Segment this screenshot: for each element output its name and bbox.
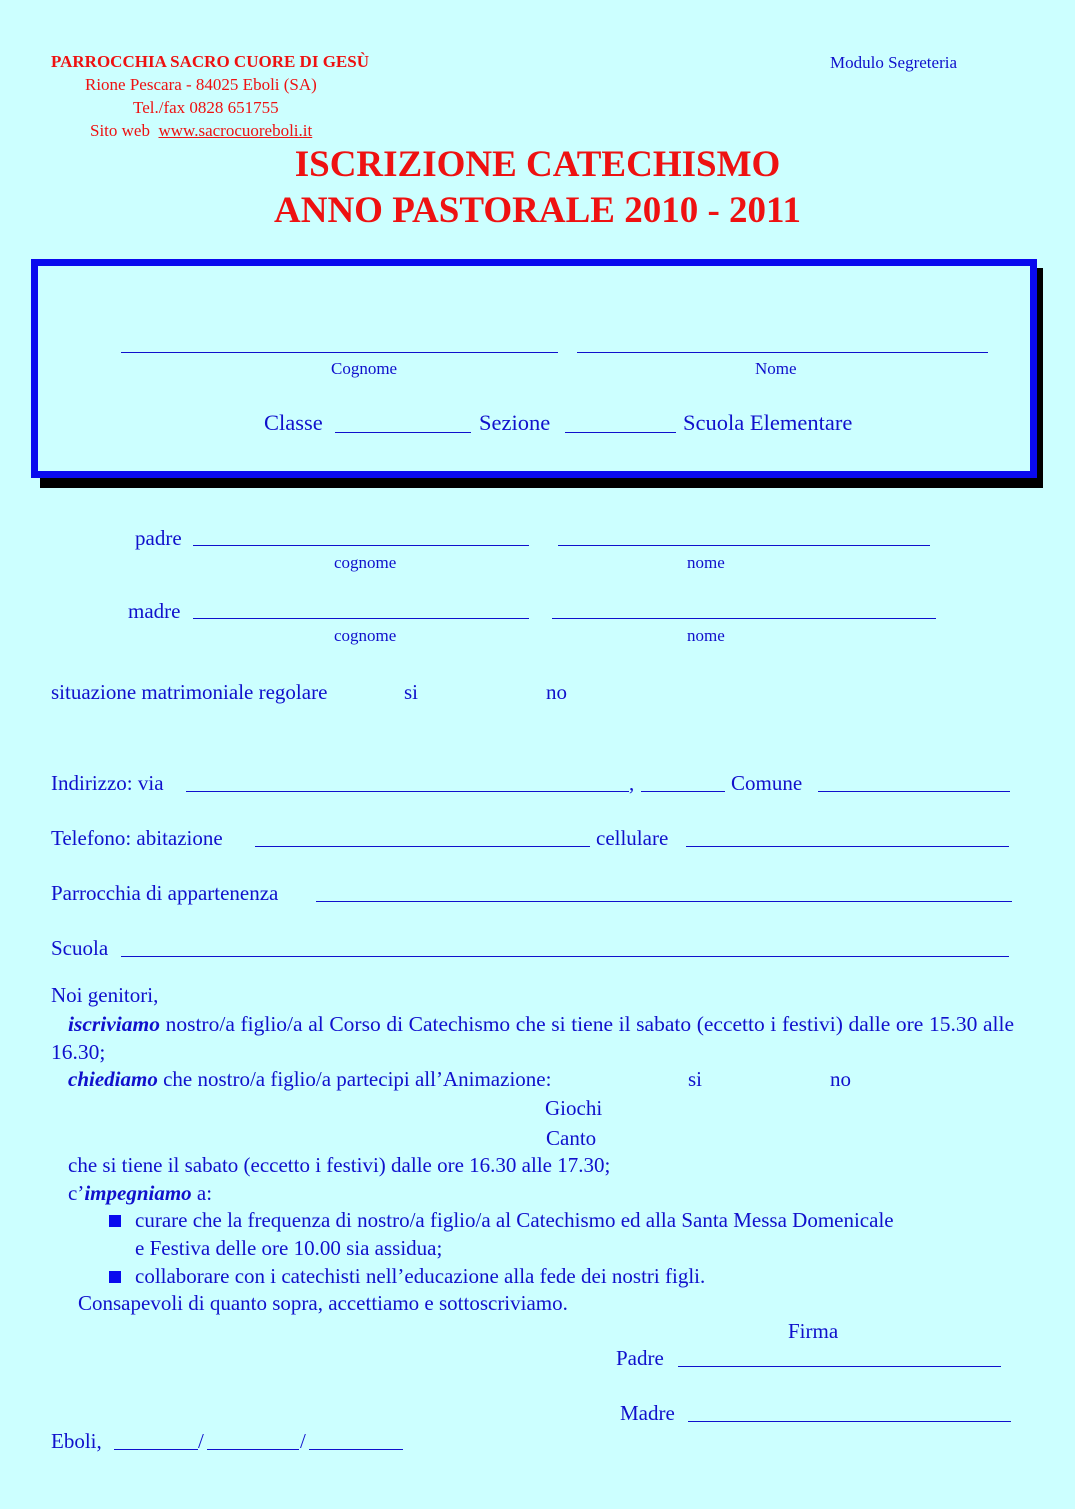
telefono-label: Telefono: abitazione xyxy=(51,826,223,850)
student-surname-field[interactable] xyxy=(121,352,558,353)
comune-field[interactable] xyxy=(818,791,1010,792)
chiediamo-line xyxy=(68,1067,551,1092)
iscriviamo-paragraph xyxy=(51,1010,1014,1066)
student-name-label: Nome xyxy=(755,359,797,378)
classe-label: Classe xyxy=(264,410,323,435)
bullet-1-line-1: curare che la frequenza di nostro/a figlio/a al Catechismo ed alla Santa Messa Domenicale xyxy=(135,1208,894,1232)
marriage-no-option[interactable]: no xyxy=(546,680,567,704)
scuola-label: Scuola xyxy=(51,936,109,960)
padre-surname-field[interactable] xyxy=(193,545,529,546)
parrocchia-field[interactable] xyxy=(316,901,1012,902)
bullet-1-icon xyxy=(109,1214,121,1232)
address-comma: , xyxy=(629,771,635,795)
chiediamo-text: che nostro/a figlio/a partecipi all’Animazione: xyxy=(157,1067,552,1091)
madre-name-field[interactable] xyxy=(552,618,936,619)
date-slash-2: / xyxy=(300,1429,306,1453)
iscriviamo-keyword: iscriviamo xyxy=(68,1012,160,1036)
comune-label: Comune xyxy=(731,771,803,795)
padre-signature-label: Padre xyxy=(616,1346,664,1370)
via-field[interactable] xyxy=(186,791,629,792)
parish-address: Rione Pescara - 84025 Eboli (SA) xyxy=(85,75,317,94)
form-subtitle: ANNO PASTORALE 2010 - 2011 xyxy=(274,190,801,231)
madre-surname-field[interactable] xyxy=(193,618,529,619)
noi-genitori: Noi genitori, xyxy=(51,983,159,1007)
date-year-field[interactable] xyxy=(309,1449,403,1450)
padre-name-field[interactable] xyxy=(558,545,930,546)
sezione-field[interactable] xyxy=(565,432,676,433)
padre-name-label: nome xyxy=(687,553,725,572)
civic-number-field[interactable] xyxy=(641,791,725,792)
parish-name: PARROCCHIA SACRO CUORE DI GESÙ xyxy=(51,52,369,71)
impegniamo-line xyxy=(68,1181,212,1206)
eboli-label: Eboli, xyxy=(51,1429,102,1453)
bullet-2-icon xyxy=(109,1270,121,1288)
firma-label: Firma xyxy=(788,1319,839,1343)
cellulare-field[interactable] xyxy=(686,846,1009,847)
date-day-field[interactable] xyxy=(114,1449,198,1450)
madre-signature-field[interactable] xyxy=(688,1421,1011,1422)
impegniamo-prefix: c’ xyxy=(68,1181,85,1205)
bullet-1-line-2: e Festiva delle ore 10.00 sia assidua; xyxy=(135,1236,443,1260)
impegniamo-text: a: xyxy=(191,1181,213,1205)
form-title: ISCRIZIONE CATECHISMO xyxy=(294,144,781,185)
madre-surname-label: cognome xyxy=(334,626,397,645)
scuola-elementare-label: Scuola Elementare xyxy=(683,410,853,435)
website-link[interactable]: www.sacrocuoreboli.it xyxy=(158,121,313,140)
madre-label: madre xyxy=(128,599,181,623)
indirizzo-label: Indirizzo: via xyxy=(51,771,164,795)
classe-field[interactable] xyxy=(335,432,471,433)
date-slash-1: / xyxy=(198,1429,204,1453)
impegniamo-keyword: impegniamo xyxy=(84,1181,192,1205)
padre-signature-field[interactable] xyxy=(678,1366,1001,1367)
scuola-field[interactable] xyxy=(121,956,1009,957)
madre-signature-label: Madre xyxy=(620,1401,675,1425)
parrocchia-label: Parrocchia di appartenenza xyxy=(51,881,279,905)
cellulare-label: cellulare xyxy=(596,826,669,850)
module-label: Modulo Segreteria xyxy=(830,53,957,72)
animazione-no-option[interactable]: no xyxy=(830,1067,851,1091)
bullet-2-line: collaborare con i catechisti nell’educazione alla fede dei nostri figli. xyxy=(135,1264,706,1288)
marriage-si-option[interactable]: si xyxy=(404,680,419,704)
parish-website xyxy=(90,119,312,142)
canto-option[interactable]: Canto xyxy=(546,1126,597,1150)
madre-name-label: nome xyxy=(687,626,725,645)
chiediamo-keyword: chiediamo xyxy=(68,1067,158,1091)
padre-label: padre xyxy=(135,526,182,550)
student-name-field[interactable] xyxy=(577,352,988,353)
marriage-label: situazione matrimoniale regolare xyxy=(51,680,328,704)
giochi-option[interactable]: Giochi xyxy=(545,1096,603,1120)
student-surname-label: Cognome xyxy=(331,359,398,378)
sabato-text: che si tiene il sabato (eccetto i festivi) dalle ore 16.30 alle 17.30; xyxy=(68,1153,611,1177)
padre-surname-label: cognome xyxy=(334,553,397,572)
telefono-field[interactable] xyxy=(255,846,590,847)
iscriviamo-text: nostro/a figlio/a al Corso di Catechismo che si tiene il sabato (eccetto i festivi) dalle ore 15.30 alle 16.30; xyxy=(51,1012,1014,1064)
sezione-label: Sezione xyxy=(479,410,551,435)
consapevoli-text: Consapevoli di quanto sopra, accettiamo e sottoscriviamo. xyxy=(78,1291,568,1315)
website-label: Sito web xyxy=(90,121,150,140)
date-month-field[interactable] xyxy=(207,1449,299,1450)
parish-phone: Tel./fax 0828 651755 xyxy=(133,98,279,117)
animazione-si-option[interactable]: si xyxy=(688,1067,703,1091)
student-box xyxy=(31,259,1037,478)
